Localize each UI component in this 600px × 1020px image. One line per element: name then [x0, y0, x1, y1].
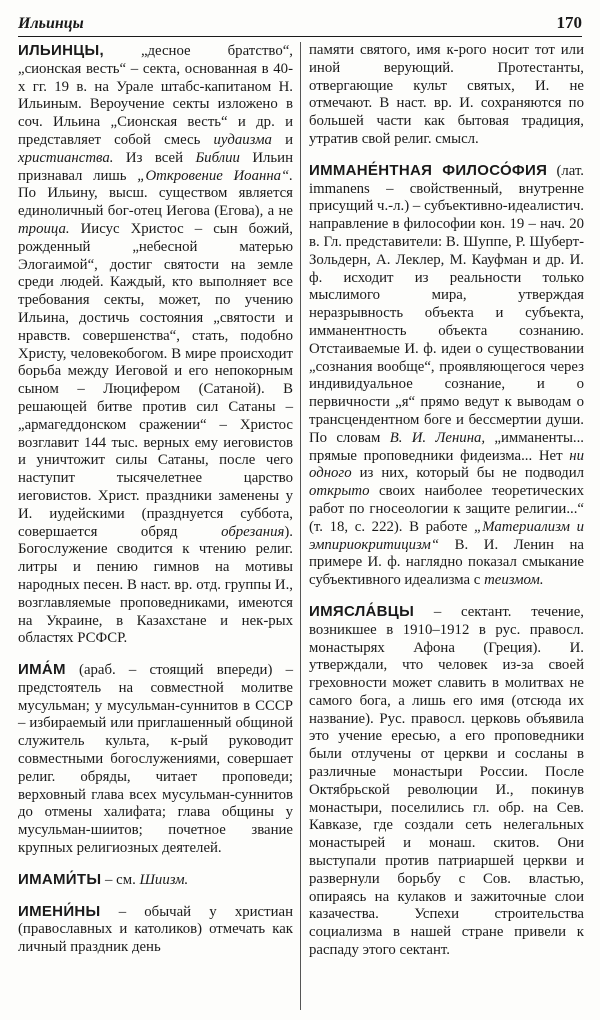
- entry-text: памяти святого, имя к-рого носит тот или иной верующий. Протестанты, отвергающие культ святых, И. не отмечают. В наст. вр. И. сохраняются по большей части как бытовая традиция, утратив свой религ. смысл.: [309, 42, 584, 147]
- entry-text: – обычай у христиан (православных и католиков) отмечать как личный праздник день: [18, 903, 293, 956]
- headword-imam: ИМА́М: [18, 661, 66, 679]
- headword-imeniny: ИМЕНИ́НЫ: [18, 902, 101, 920]
- cross-reference: теизмом.: [484, 572, 544, 589]
- right-column: [309, 42, 584, 973]
- entry-text: ). Богослужение сводится к чтению религ. литры и пению гимнов на мотивы народных песен. В наст. вр. отд. группы И., возглавляемые проповедниками, имеются на Украине, в Казахстане и нек-рых областях РСФСР.: [18, 523, 293, 647]
- entry-ilintsy: [18, 42, 293, 648]
- cross-reference: „Материализм и эмпириокритицизм“: [309, 518, 584, 553]
- left-column: [18, 42, 293, 970]
- entry-text: – см.: [101, 871, 140, 888]
- column-divider: [300, 42, 301, 1010]
- running-head: Ильинцы: [18, 15, 84, 32]
- page-number: 170: [556, 13, 582, 32]
- entry-immanent-philosophy: [309, 162, 584, 590]
- cross-reference: иудаизма: [213, 131, 272, 148]
- entry-text: В. И. Ленин на примере И. ф. наглядно показал смыкание субъективного идеализма с: [309, 536, 584, 589]
- headword-ilintsy: ИЛЬИНЦЫ,: [18, 42, 104, 59]
- entry-text: и: [271, 131, 293, 148]
- headword-imyaslavtsy: ИМЯСЛА́ВЦЫ: [309, 602, 415, 620]
- entry-text: (лат. immanens – свойственный, внутренне присущий ч.-л.) – субъективно-идеалистич. направление в философии кон. 19 – нач. 20 в. Гл. представители: В. Шуппе, Р. Шуберт-Зольдерн, А. Леклер, М. Кауфман и др. И. ф. исходит из реальности только мыслимого мира, утверждая неразрывность объекта и субъекта, имманентность объекта сознанию. Отстаиваемые И. ф. идеи о существовании „сознания вообще“, проявляющегося через индивидуальное сознание, и о первичности „я“ прямо ведут к выводам о трансцендентном боге и бессмертии души. По словам: [309, 162, 584, 446]
- entry-imamity: [18, 871, 293, 890]
- cross-reference: В. И. Ленина,: [389, 429, 486, 446]
- entry-text: Иисус Христос – сын божий, рожденный „небесной матерью Элогаимой“, достиг святости на земле среди людей. Каждый, кто выполняет все требования секты, может, по учению Ильина, достичь состояния „святости и нравств. совершенства“, стать, подобно Христу, человекобогом. В мире происходит борьба между Иеговой и его непокорным сыном – Люцифером (Сатаной). В решающей битве против сил Сатаны – „армагеддонском сражении“ – Христос возглавит 144 тыс. верных ему иеговистов и уничтожит силы Сатаны, после чего наступит тысячелетнее царство иеговистов. Христ. праздники заменены у И. иудейскими (празднуется суббота, совершается обряд: [18, 220, 293, 540]
- cross-reference: христианства.: [18, 149, 114, 166]
- entry-text: (араб. – стоящий впереди) – предстоятель на совместной молитве мусульман; у мусульман-суннитов в СССР – избираемый или приглашенный общиной служитель культа, к-рый руководит совместными богослужениями, совершает религ. обряды, читает проповеди; верховный глава всех мусульман-суннитов до отмены халифата; глава общины у мусульман-шиитов; почетное звание крупных религиозных деятелей.: [18, 662, 293, 857]
- entry-text: своих наиболее теоретических работ по гносеологии к защите религии...“ (т. 18, с. 222). В работе: [309, 483, 584, 535]
- entry-imeniny: [18, 903, 293, 957]
- page-header: [18, 8, 582, 37]
- entry-text: Ильин признавал лишь: [18, 149, 294, 184]
- cross-reference: „Откровение Иоанна“.: [137, 167, 293, 184]
- entry-imam: [18, 661, 293, 858]
- entry-text: По Ильину, высш. существом является единоличный бог-отец Иегова (Егова), а не: [18, 185, 293, 220]
- emphasis: открыто: [309, 483, 370, 500]
- entry-imeniny-continued: [309, 42, 584, 149]
- entry-text: из них, который бы не подводил: [351, 465, 584, 482]
- emphasis: ни одного: [309, 447, 584, 482]
- entry-imyaslavtsy: [309, 603, 584, 960]
- entry-text: Из всей: [113, 149, 196, 166]
- entry-text: „имманенты... прямые проповедники фидеизма... Нет: [309, 429, 584, 464]
- headword-imamity: ИМАМИ́ТЫ: [18, 870, 102, 888]
- cross-reference: Шиизм.: [139, 871, 189, 888]
- cross-reference: обрезания: [221, 523, 285, 540]
- entry-text: „десное братство“, „сионская весть“ – секта, основанная в 40-х гг. 19 в. на Урале штабс-капитаном Н. Ильиным. Вероучение секты изложено в соч. Ильина „Сионская весть“ и др. и представляет собой смесь: [18, 43, 293, 148]
- headword-immanent-philosophy: ИММАНЕ́НТНАЯ ФИЛОСО́ФИЯ: [309, 161, 548, 179]
- cross-reference: троица.: [18, 220, 70, 237]
- cross-reference: Библии: [195, 149, 240, 166]
- entry-text: – сектант. течение, возникшее в 1910–1912 в рус. правосл. монастырях Афона (Греция). И. утверждали, что человек из-за своей греховности может славить в молитвах не самого бога, а лишь его имя (отсюда их название). Рус. правосл. церковь объявила это учение ересью, а его проповедники были отлучены от церкви и сосланы в различные монастыри России. После Октябрьской революции И., покинув монастыри, поселились гл. обр. на Сев. Кавказе, где создали сеть нелегальных монастырей и монаш. скитов. Они выступали против патриаршей церкви и развернули борьбу с Сов. властью, опираясь на кулаков и зажиточные слои казачества. Успехи строительства социализма в нашей стране привели к распаду этого сектант.: [309, 603, 584, 959]
